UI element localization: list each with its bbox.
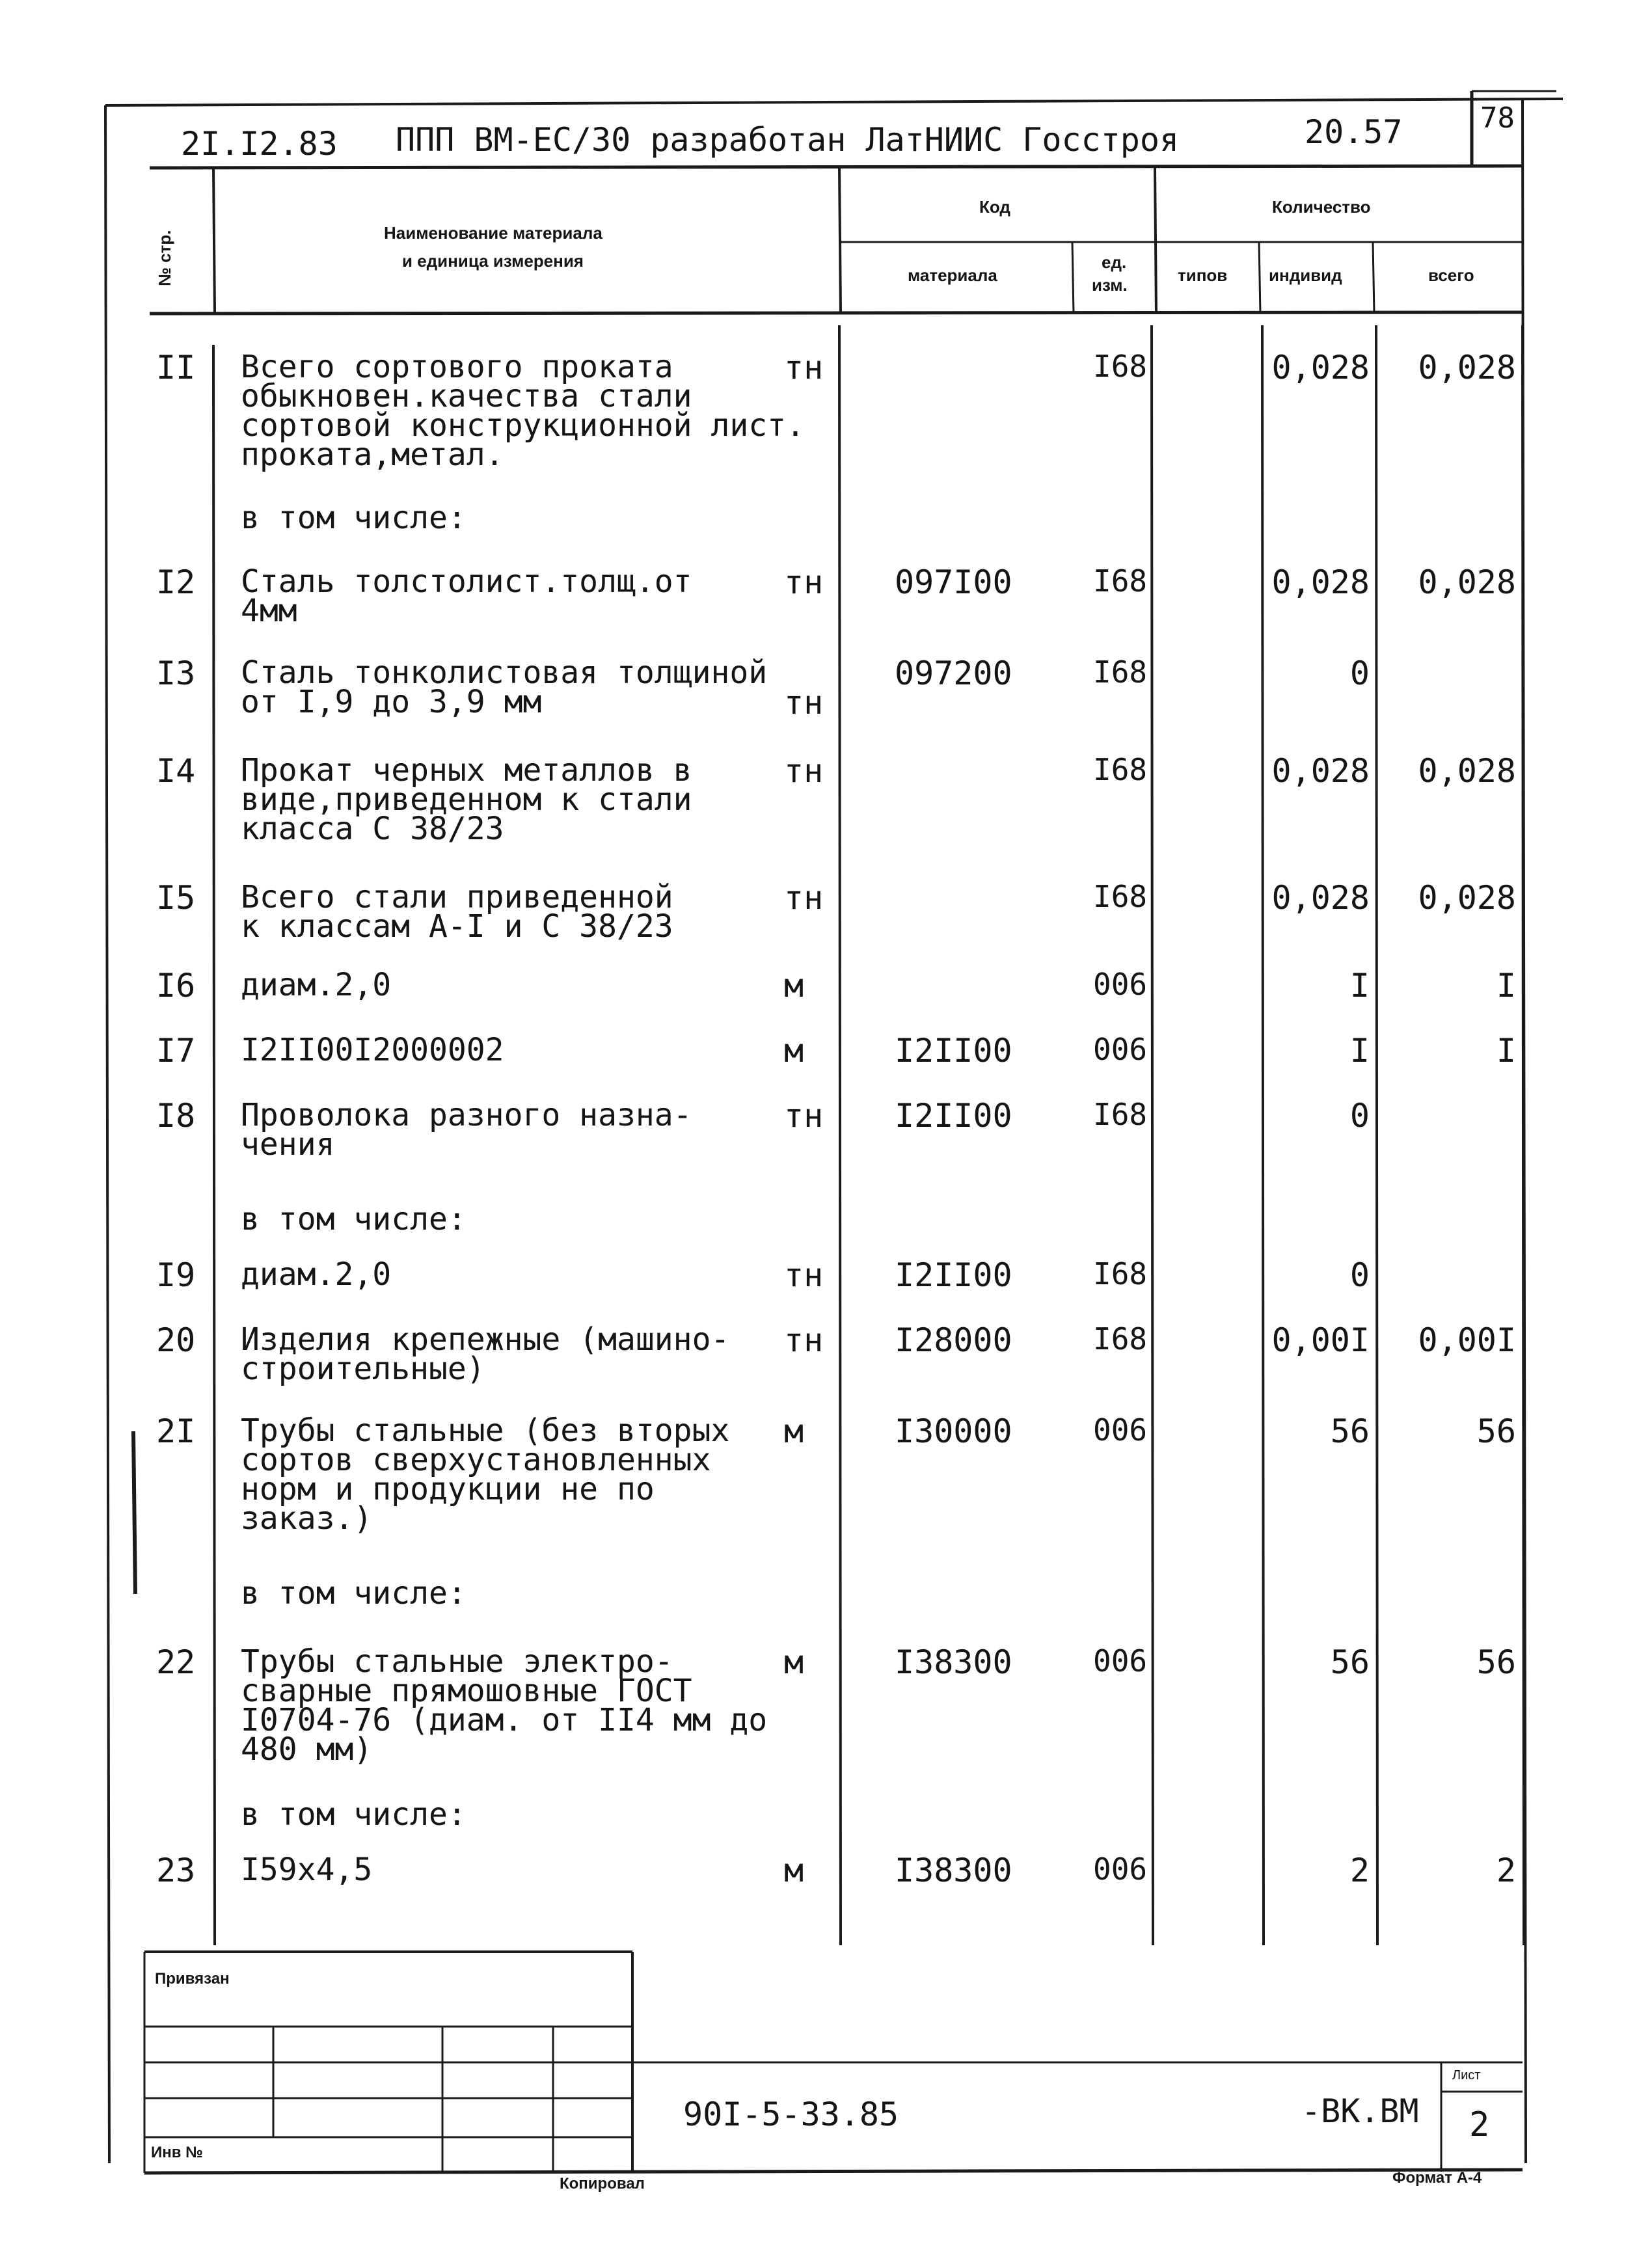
row-number: I5: [156, 879, 196, 917]
row-number: II: [156, 349, 196, 386]
quantity-header: Количество: [1272, 197, 1371, 217]
name-header-line1: Наименование материала: [384, 223, 603, 243]
material-code: I2II00: [895, 1032, 1012, 1070]
material-name-line: от I,9 до 3,9 мм: [241, 684, 542, 720]
material-name-line: обыкновен.качества стали: [241, 378, 692, 414]
individual-quantity: 56: [1330, 1412, 1370, 1450]
individual-quantity: 0,00I: [1271, 1321, 1370, 1359]
material-name-line: Всего сортового проката: [241, 349, 673, 385]
total-header: всего: [1428, 265, 1474, 285]
total-quantity: I: [1496, 1032, 1516, 1070]
date: 2I.I2.83: [181, 125, 338, 163]
format-label: Формат А-4: [1392, 2169, 1482, 2187]
row-number: I7: [156, 1032, 196, 1070]
material-name-line: сварные прямошовные ГОСТ: [241, 1673, 692, 1709]
material-code: 097I00: [895, 563, 1012, 601]
measure-unit: тн: [784, 879, 824, 917]
material-name-line: в том числе:: [241, 1575, 467, 1612]
row-number: I3: [156, 654, 196, 692]
material-name-line: в том числе:: [241, 1201, 467, 1237]
title-note: ППП ВМ-ЕС/30 разработан ЛатНИИС Госстроя: [396, 121, 1180, 159]
measure-unit: тн: [784, 1321, 824, 1359]
material-name-line: проката,метал.: [241, 437, 504, 473]
material-name-line: Проволока разного назна-: [241, 1097, 692, 1133]
unit-code: 006: [1093, 1852, 1148, 1887]
material-name-line: к классам А-I и С 38/23: [241, 908, 673, 945]
individual-quantity: 0: [1349, 654, 1370, 692]
unit-code: I68: [1093, 349, 1148, 384]
measure-unit: м: [784, 1643, 804, 1681]
material-name-line: диам.2,0: [241, 967, 392, 1003]
total-quantity: 0,028: [1418, 349, 1516, 386]
material-code: I38300: [895, 1643, 1012, 1681]
total-quantity: 56: [1476, 1412, 1516, 1450]
material-code-header: материала: [908, 265, 997, 285]
material-name-line: Изделия крепежные (машино-: [241, 1321, 730, 1358]
unit-code: I68: [1093, 654, 1148, 690]
total-quantity: 56: [1476, 1643, 1516, 1681]
individual-quantity: 2: [1349, 1852, 1370, 1889]
unit-code: I68: [1093, 1256, 1148, 1291]
document-code: 90I-5-33.85: [683, 2096, 899, 2133]
material-name-line: Трубы стальные электро-: [241, 1643, 673, 1680]
material-name-line: 4мм: [241, 593, 297, 629]
individual-quantity: 0: [1349, 1097, 1370, 1135]
material-code: I2II00: [895, 1256, 1012, 1294]
bound-label: Привязан: [155, 1970, 230, 1988]
material-code: I30000: [895, 1412, 1012, 1450]
unit-code: I68: [1093, 1321, 1148, 1356]
code-header: Код: [979, 197, 1010, 217]
material-name-line: Всего стали приведенной: [241, 879, 673, 915]
total-quantity: 0,028: [1418, 879, 1516, 917]
measure-unit: тн: [784, 684, 824, 722]
individual-quantity: 56: [1330, 1643, 1370, 1681]
individual-quantity: 0: [1349, 1256, 1370, 1294]
row-number: 22: [156, 1643, 196, 1681]
individual-quantity: 0,028: [1271, 879, 1370, 917]
document-suffix: -ВК.ВМ: [1301, 2092, 1419, 2130]
material-name-line: норм и продукции не по: [241, 1471, 655, 1507]
row-number: I2: [156, 563, 196, 601]
name-header-line2: и единица измерения: [402, 251, 584, 271]
measure-unit: м: [784, 967, 804, 1005]
individual-quantity: I: [1349, 967, 1370, 1005]
material-name-line: Трубы стальные (без вторых: [241, 1412, 730, 1449]
material-code: I28000: [895, 1321, 1012, 1359]
material-code: I38300: [895, 1852, 1012, 1889]
unit-code: I68: [1093, 1097, 1148, 1132]
measure-unit: м: [784, 1032, 804, 1070]
measure-unit: тн: [784, 752, 824, 790]
sheet-number: 2: [1469, 2105, 1490, 2144]
individual-quantity: 0,028: [1271, 349, 1370, 386]
material-name-line: виде,приведенном к стали: [241, 781, 692, 818]
total-quantity: 0,00I: [1418, 1321, 1516, 1359]
row-number-header: № стр.: [155, 230, 174, 286]
measure-unit: тн: [784, 563, 824, 601]
material-name-line: I0704-76 (диам. от II4 мм до: [241, 1702, 768, 1738]
unit-code: 006: [1093, 1032, 1148, 1067]
corner-number: 78: [1480, 101, 1515, 135]
individual-quantity: 0,028: [1271, 563, 1370, 601]
material-name-line: I59х4,5: [241, 1852, 373, 1888]
unit-header-line2: изм.: [1092, 275, 1128, 295]
measure-unit: тн: [784, 349, 824, 386]
total-quantity: 0,028: [1418, 563, 1516, 601]
total-quantity: 0,028: [1418, 752, 1516, 790]
row-number: 23: [156, 1852, 196, 1889]
unit-code: 006: [1093, 1412, 1148, 1448]
material-name-line: сортов сверхустановленных: [241, 1442, 711, 1478]
material-name-line: I2II00I2000002: [241, 1032, 504, 1068]
material-name-line: класса С 38/23: [241, 811, 504, 847]
sheet-code: 20.57: [1305, 113, 1403, 151]
typical-header: типов: [1178, 265, 1228, 285]
sheet-label: Лист: [1452, 2068, 1481, 2083]
row-number: 2I: [156, 1412, 196, 1450]
unit-header-line1: ед.: [1102, 252, 1127, 272]
material-name-line: заказ.): [241, 1500, 373, 1537]
total-quantity: I: [1496, 967, 1516, 1005]
measure-unit: тн: [784, 1097, 824, 1135]
material-name-line: в том числе:: [241, 500, 467, 536]
individual-quantity: 0,028: [1271, 752, 1370, 790]
unit-code: I68: [1093, 879, 1148, 914]
measure-unit: м: [784, 1412, 804, 1450]
individual-quantity: I: [1349, 1032, 1370, 1070]
material-name-line: строительные): [241, 1351, 485, 1387]
row-number: I8: [156, 1097, 196, 1135]
material-name-line: в том числе:: [241, 1796, 467, 1833]
material-code: 097200: [895, 654, 1012, 692]
unit-code: 006: [1093, 1643, 1148, 1679]
measure-unit: м: [784, 1852, 804, 1889]
material-name-line: сортовой конструкционной лист.: [241, 407, 805, 444]
unit-code: I68: [1093, 752, 1148, 787]
row-number: I9: [156, 1256, 196, 1294]
row-number: 20: [156, 1321, 196, 1359]
material-code: I2II00: [895, 1097, 1012, 1135]
material-name-line: диам.2,0: [241, 1256, 392, 1293]
row-number: I4: [156, 752, 196, 790]
material-name-line: Прокат черных металлов в: [241, 752, 692, 789]
inventory-label: Инв №: [151, 2144, 203, 2161]
copied-label: Копировал: [560, 2175, 645, 2192]
unit-code: I68: [1093, 563, 1148, 599]
individual-header: индивид: [1269, 265, 1342, 285]
unit-code: 006: [1093, 967, 1148, 1002]
row-number: I6: [156, 967, 196, 1005]
material-name-line: 480 мм): [241, 1731, 373, 1768]
material-name-line: Сталь тонколистовая толщиной: [241, 654, 768, 691]
material-name-line: чения: [241, 1126, 335, 1163]
material-name-line: Сталь толстолист.толщ.от: [241, 563, 692, 600]
total-quantity: 2: [1496, 1852, 1516, 1889]
measure-unit: тн: [784, 1256, 824, 1294]
